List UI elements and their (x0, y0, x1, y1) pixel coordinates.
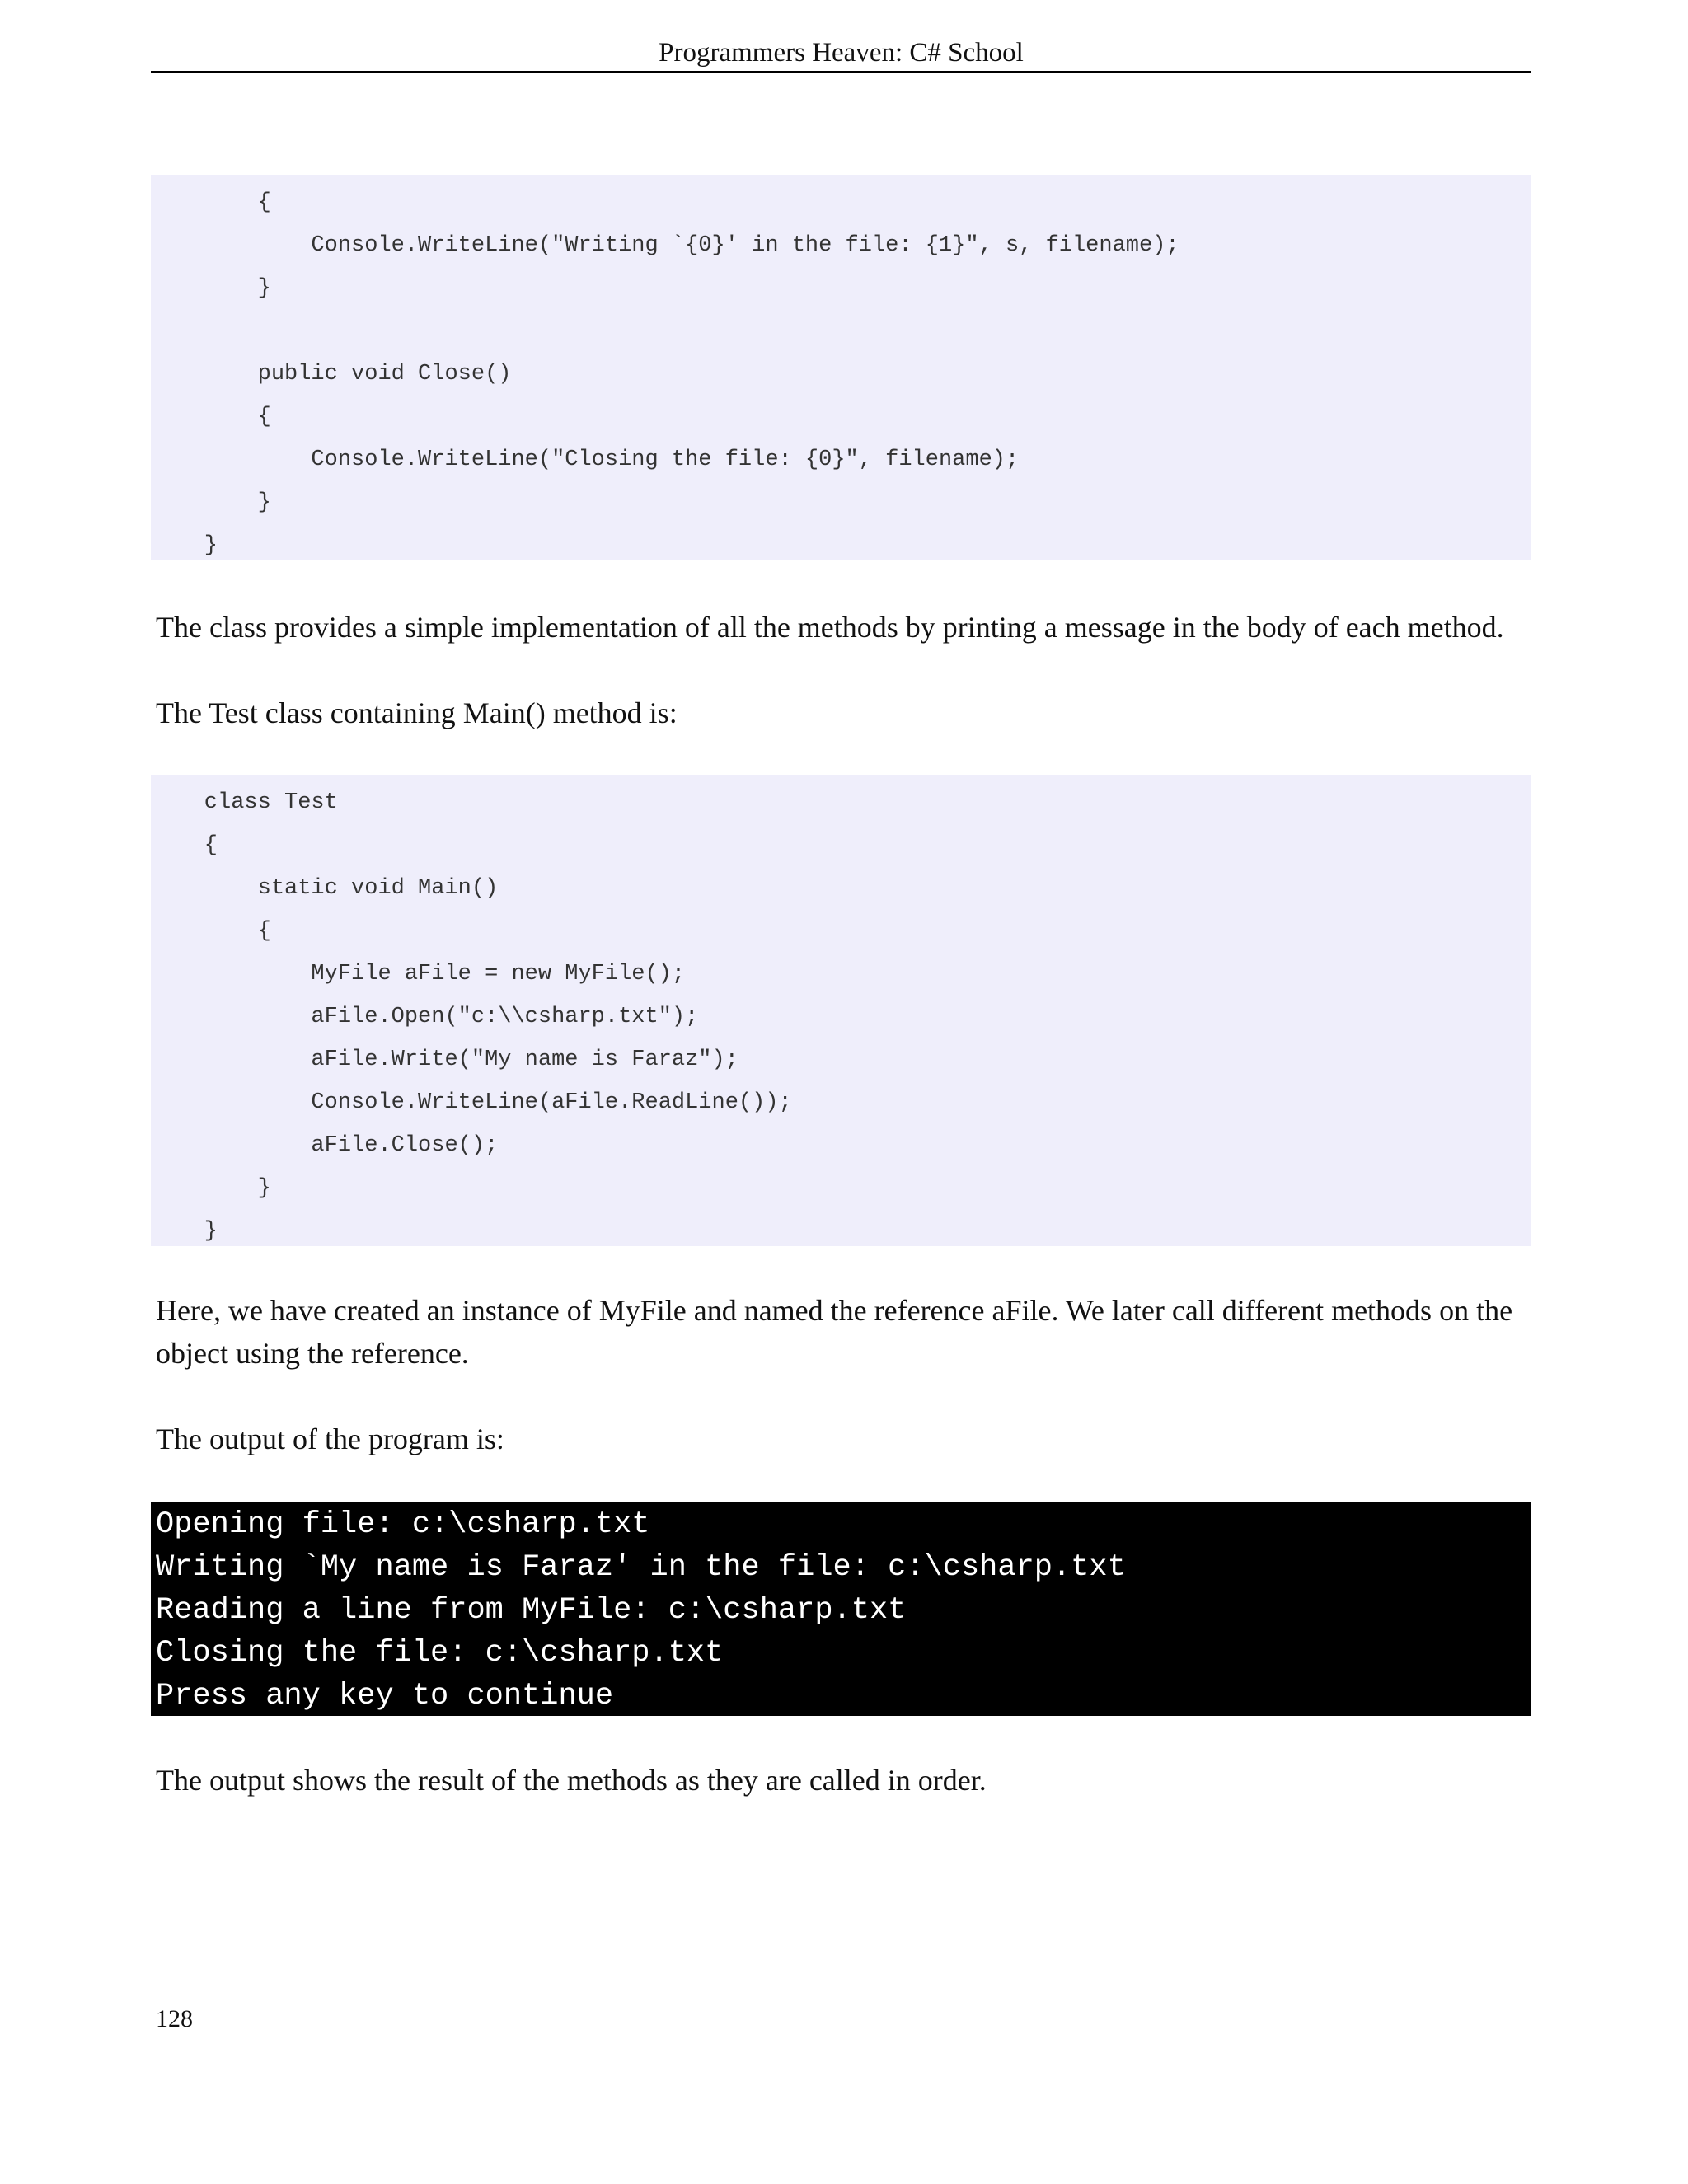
paragraph-output-summary: The output shows the result of the methods as they are called in order. (156, 1764, 987, 1797)
code-line: { (151, 405, 271, 429)
paragraph-output-intro: The output of the program is: (156, 1422, 504, 1455)
console-line: Opening file: c:\csharp.txt (156, 1507, 650, 1542)
code-line: } (151, 276, 271, 301)
code-line: } (151, 1219, 218, 1244)
console-line: Press any key to continue (156, 1679, 614, 1713)
console-line: Closing the file: c:\csharp.txt (156, 1636, 724, 1671)
code-line: { (151, 190, 271, 215)
code-line: public void Close() (151, 362, 512, 387)
code-block-test-class (151, 775, 1531, 1246)
code-line: aFile.Open("c:\\csharp.txt"); (151, 1005, 699, 1029)
console-line: Reading a line from MyFile: c:\csharp.txt (156, 1593, 907, 1628)
code-line: class Test (151, 790, 338, 815)
paragraph-class-description: The class provides a simple implementation of all the methods by printing a message in the body of each method. (156, 611, 1504, 644)
paragraph-test-class-intro: The Test class containing Main() method is: (156, 696, 678, 729)
code-line: Console.WriteLine(aFile.ReadLine()); (151, 1090, 792, 1115)
code-line: MyFile aFile = new MyFile(); (151, 962, 686, 987)
code-line: { (151, 919, 271, 944)
console-output (151, 1502, 1531, 1716)
page-header-title: Programmers Heaven: C# School (659, 38, 1024, 68)
code-line: Console.WriteLine("Closing the file: {0}", filename); (151, 448, 1020, 472)
console-line: Writing `My name is Faraz' in the file: c:\csharp.txt (156, 1550, 1126, 1585)
code-line: } (151, 490, 271, 515)
code-line: aFile.Close(); (151, 1133, 499, 1158)
code-line: Console.WriteLine("Writing `{0}' in the file: {1}", s, filename); (151, 233, 1179, 258)
code-line (151, 310, 1531, 353)
code-line: static void Main() (151, 876, 499, 901)
code-line: } (151, 1176, 271, 1201)
code-block-myfile-methods (151, 175, 1531, 560)
paragraph-instance-explanation: Here, we have created an instance of MyFile and named the reference aFile. We later call different methods on the object using the reference. (156, 1294, 1513, 1370)
page-number: 128 (156, 2005, 193, 2032)
code-line: aFile.Write("My name is Faraz"); (151, 1047, 738, 1072)
code-line: { (151, 833, 218, 858)
code-line: } (151, 533, 218, 558)
page-header (151, 36, 1531, 73)
